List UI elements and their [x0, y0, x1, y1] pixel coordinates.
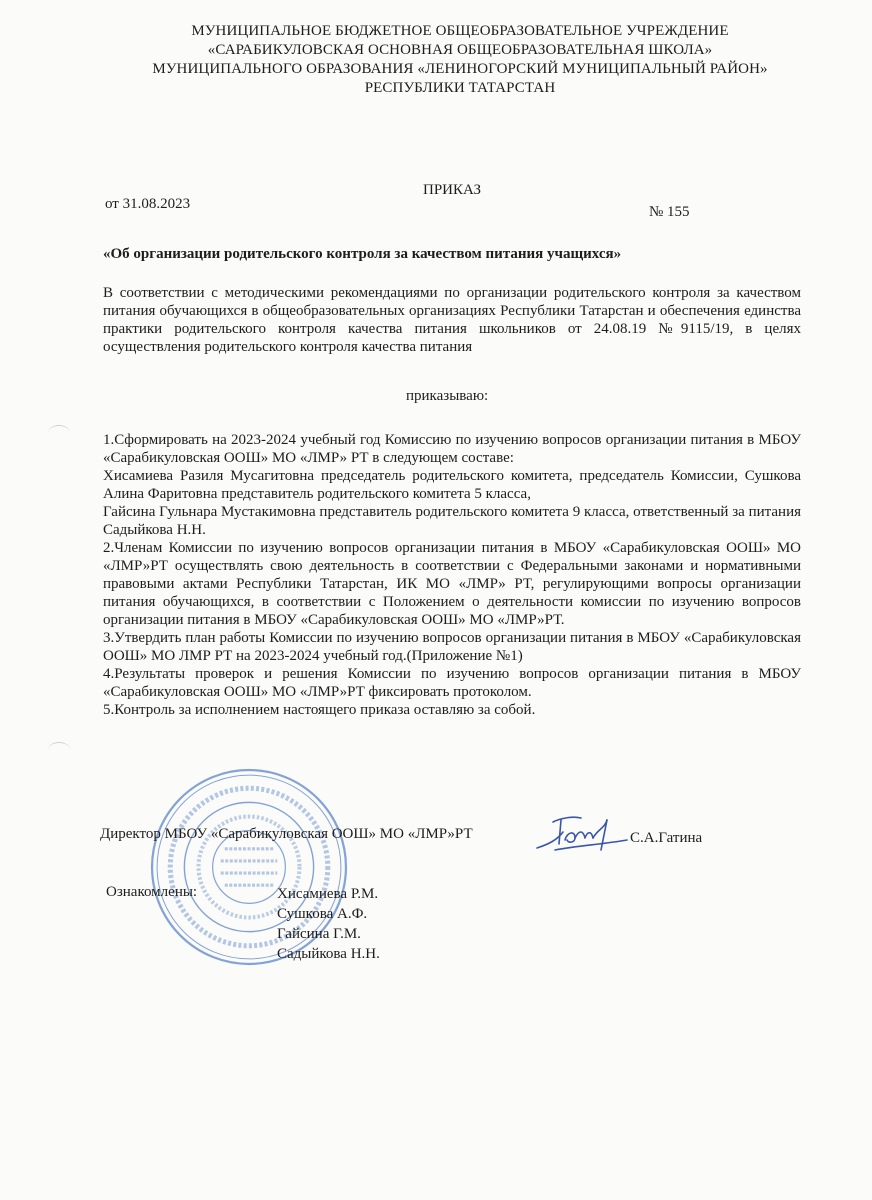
order-item-5: 5.Контроль за исполнением настоящего приказа оставляю за собой. [103, 702, 536, 718]
commission-member: Гайсина Гульнара Мустакимовна представитель родительского комитета 9 класса, ответственный за питания Садыйкова Н.Н. [103, 504, 801, 538]
header-line: МУНИЦИПАЛЬНОЕ БЮДЖЕТНОЕ ОБЩЕОБРАЗОВАТЕЛЬНОЕ УЧРЕЖДЕНИЕ [191, 23, 729, 39]
header-line: РЕСПУБЛИКИ ТАТАРСТАН [364, 80, 556, 96]
order-verb: приказываю: [406, 388, 489, 404]
preamble-paragraph: В соответствии с методическими рекомендациями по организации родительского контроля за качеством питания обучающихся в общеобразовательных организациях Республики Татарстан и обеспечения единства практики родительского контроля качества питания школьников от 24.08.19 №9115/19, в целях осуществления родительского контроля качества питания [103, 285, 801, 355]
acknowledged-label: Ознакомлены: [106, 884, 198, 900]
order-item-3: 3.Утвердить план работы Комиссии по изучению вопросов организации питания в МБОУ «Сарабикуловская ООШ» МО ЛМР РТ на 2023-2024 учебный год.(Приложение №1) [103, 630, 801, 664]
director-title: Директор МБОУ «Сарабикуловская ООШ» МО «ЛМР»РТ [100, 826, 473, 842]
director-name: С.А.Гатина [630, 830, 703, 846]
order-title: ПРИКАЗ [423, 182, 481, 198]
order-item-2: 2.Членам Комиссии по изучению вопросов организации питания в МБОУ «Сарабикуловская ООШ» МО «ЛМР»РТ осуществлять свою деятельность в соответствии с Федеральными законами и нормативными правовыми актами Республики Татарстан, ИК МО «ЛМР» РТ, регулирующими вопросы организации питания обучающихся, в соответствии с Положением о деятельности комиссии по изучению вопросов организации питания в МБОУ «Сарабикуловская ООШ» МО «ЛМР»РТ. [103, 540, 801, 628]
acknowledged-name: Гайсина Г.М. [277, 926, 361, 942]
order-item-4: 4.Результаты проверок и решения Комиссии по изучению вопросов организации питания в МБОУ «Сарабикуловская ООШ» МО «ЛМР»РТ фиксировать протоколом. [103, 666, 801, 700]
punch-hole-mark [48, 742, 70, 757]
acknowledged-list [277, 884, 380, 964]
institution-header [60, 22, 860, 98]
acknowledged-name: Садыйкова Н.Н. [277, 946, 380, 962]
director-signature [535, 810, 630, 858]
acknowledged-name: Сушкова А.Ф. [277, 906, 368, 922]
header-line: «САРАБИКУЛОВСКАЯ ОСНОВНАЯ ОБЩЕОБРАЗОВАТЕЛЬНАЯ ШКОЛА» [207, 42, 713, 58]
order-number: № 155 [649, 204, 690, 220]
order-items [103, 431, 801, 719]
commission-member: Хисамиева Разиля Мусагитовна председатель родительского комитета, председатель Комиссии, Сушкова Алина Фаритовна представитель родительского комитета 5 класса, [103, 468, 801, 502]
order-item-1: 1.Сформировать на 2023-2024 учебный год Комиссию по изучению вопросов организации питания в МБОУ «Сарабикуловская ООШ» МО «ЛМР» РТ в следующем составе: [103, 432, 801, 466]
order-date: от 31.08.2023 [105, 196, 191, 212]
order-subject: «Об организации родительского контроля за качеством питания учащихся» [103, 246, 622, 262]
acknowledged-name: Хисамиева Р.М. [277, 886, 379, 902]
header-line: МУНИЦИПАЛЬНОГО ОБРАЗОВАНИЯ «ЛЕНИНОГОРСКИЙ МУНИЦИПАЛЬНЫЙ РАЙОН» [152, 61, 768, 77]
punch-hole-mark [48, 425, 70, 440]
